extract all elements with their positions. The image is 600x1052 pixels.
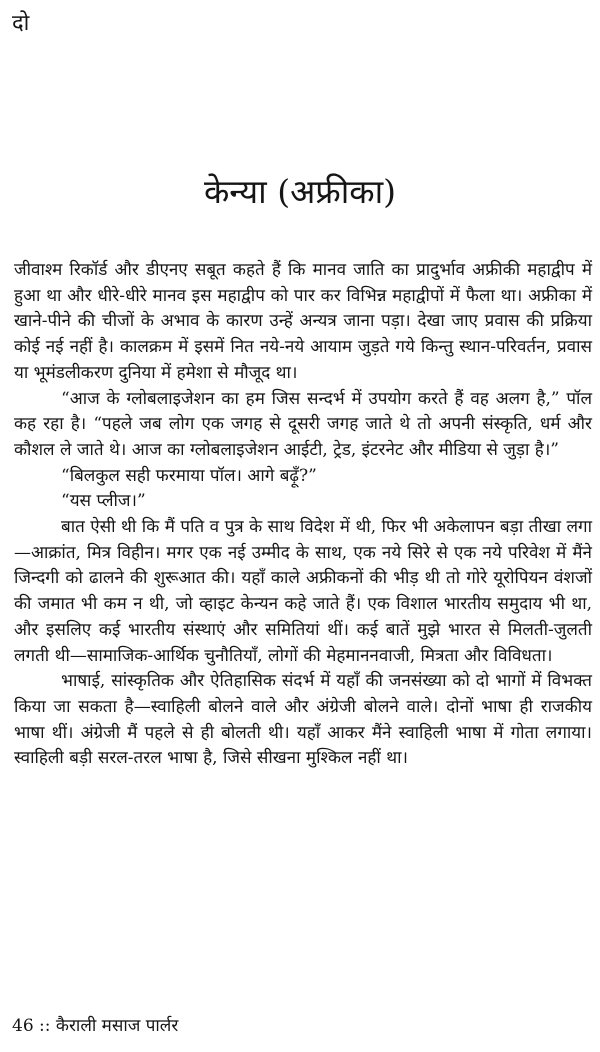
page-footer xyxy=(12,1015,178,1037)
paragraph-1: जीवाश्म रिकॉर्ड और डीएनए सबूत कहते हैं कि मानव जाति का प्रादुर्भाव अफ्रीकी महाद्वीप में हुआ था और धीरे-धीरे मानव इस महाद्वीप को पार कर विभिन्न महाद्वीपों में फैला था। अफ्रीका में खाने-पीने की चीजों के अभाव के कारण उन्हें अन्यत्र जाना पड़ा। देखा जाए प्रवास की प्रक्रिया कोई नई नहीं है। कालक्रम में इसमें नित नये-नये आयाम जुड़ते गये किन्तु स्थान-परिवर्तन, प्रवास या भूमंडलीकरण दुनिया में हमेशा से मौजूद था। xyxy=(14,260,592,383)
paragraph-2: “आज के ग्लोबलाइजेशन का हम जिस सन्दर्भ में उपयोग करते हैं वह अलग है,” पॉल कह रहा है। “पहले जब लोग एक जगह से दूसरी जगह जाते थे तो अपनी संस्कृति, धर्म और कौशल ले जाते थे। आज का ग्लोबलाइजेशन आईटी, ट्रेड, इंटरनेट और मीडिया से जुड़ा है।” xyxy=(14,388,592,460)
page-number: 46 xyxy=(12,1016,34,1036)
chapter-title: केन्या (अफ्रीका) xyxy=(203,172,397,211)
paragraph-6: भाषाई, सांस्कृतिक और ऐतिहासिक संदर्भ में यहाँ की जनसंख्या को दो भागों में विभक्त किया जा सकता है—स्वाहिली बोलने वाले और अंग्रेजी बोलने वाले। दोनों भाषा ही राजकीय भाषा थीं। अंग्रेजी मैं पहले से ही बोलती थी। यहाँ आकर मैंने स्वाहिली भाषा में गोता लगाया। स्वाहिली बड़ी सरल-तरल भाषा है, जिसे सीखना मुश्किल नहीं था। xyxy=(14,671,592,769)
paragraph-5: बात ऐसी थी कि मैं पति व पुत्र के साथ विदेश में थी, फिर भी अकेलापन बड़ा तीखा लगा—आक्रांत, मित्र विहीन। मगर एक नई उम्मीद के साथ, एक नये सिरे से एक नये परिवेश में मैंने जिन्दगी को ढालने की शुरूआत की। यहाँ काले अफ्रीकनों की भीड़ थी तो गोरे यूरोपियन वंशजों की जमात भी कम न थी, जो व्हाइट केन्यन कहे जाते हैं। एक विशाल भारतीय समुदाय भी था, और इसलिए कई भारतीय संस्थाएं और समितियां थीं। कई बातें मुझे भारत से मिलती-जुलती लगती थी—सामाजिक-आर्थिक चुनौतियाँ, लोगों की मेहमाननवाजी, मित्रता और विविधता। xyxy=(14,517,592,666)
body-text xyxy=(14,258,592,772)
paragraph-3: “बिलकुल सही फरमाया पॉल। आगे बढ़ूँ?” xyxy=(61,465,317,486)
chapter-number: दो xyxy=(12,11,30,36)
paragraph-4: “यस प्लीज।” xyxy=(61,491,146,512)
footer-separator: :: xyxy=(39,1016,51,1036)
book-title: कैराली मसाज पार्लर xyxy=(55,1016,179,1036)
